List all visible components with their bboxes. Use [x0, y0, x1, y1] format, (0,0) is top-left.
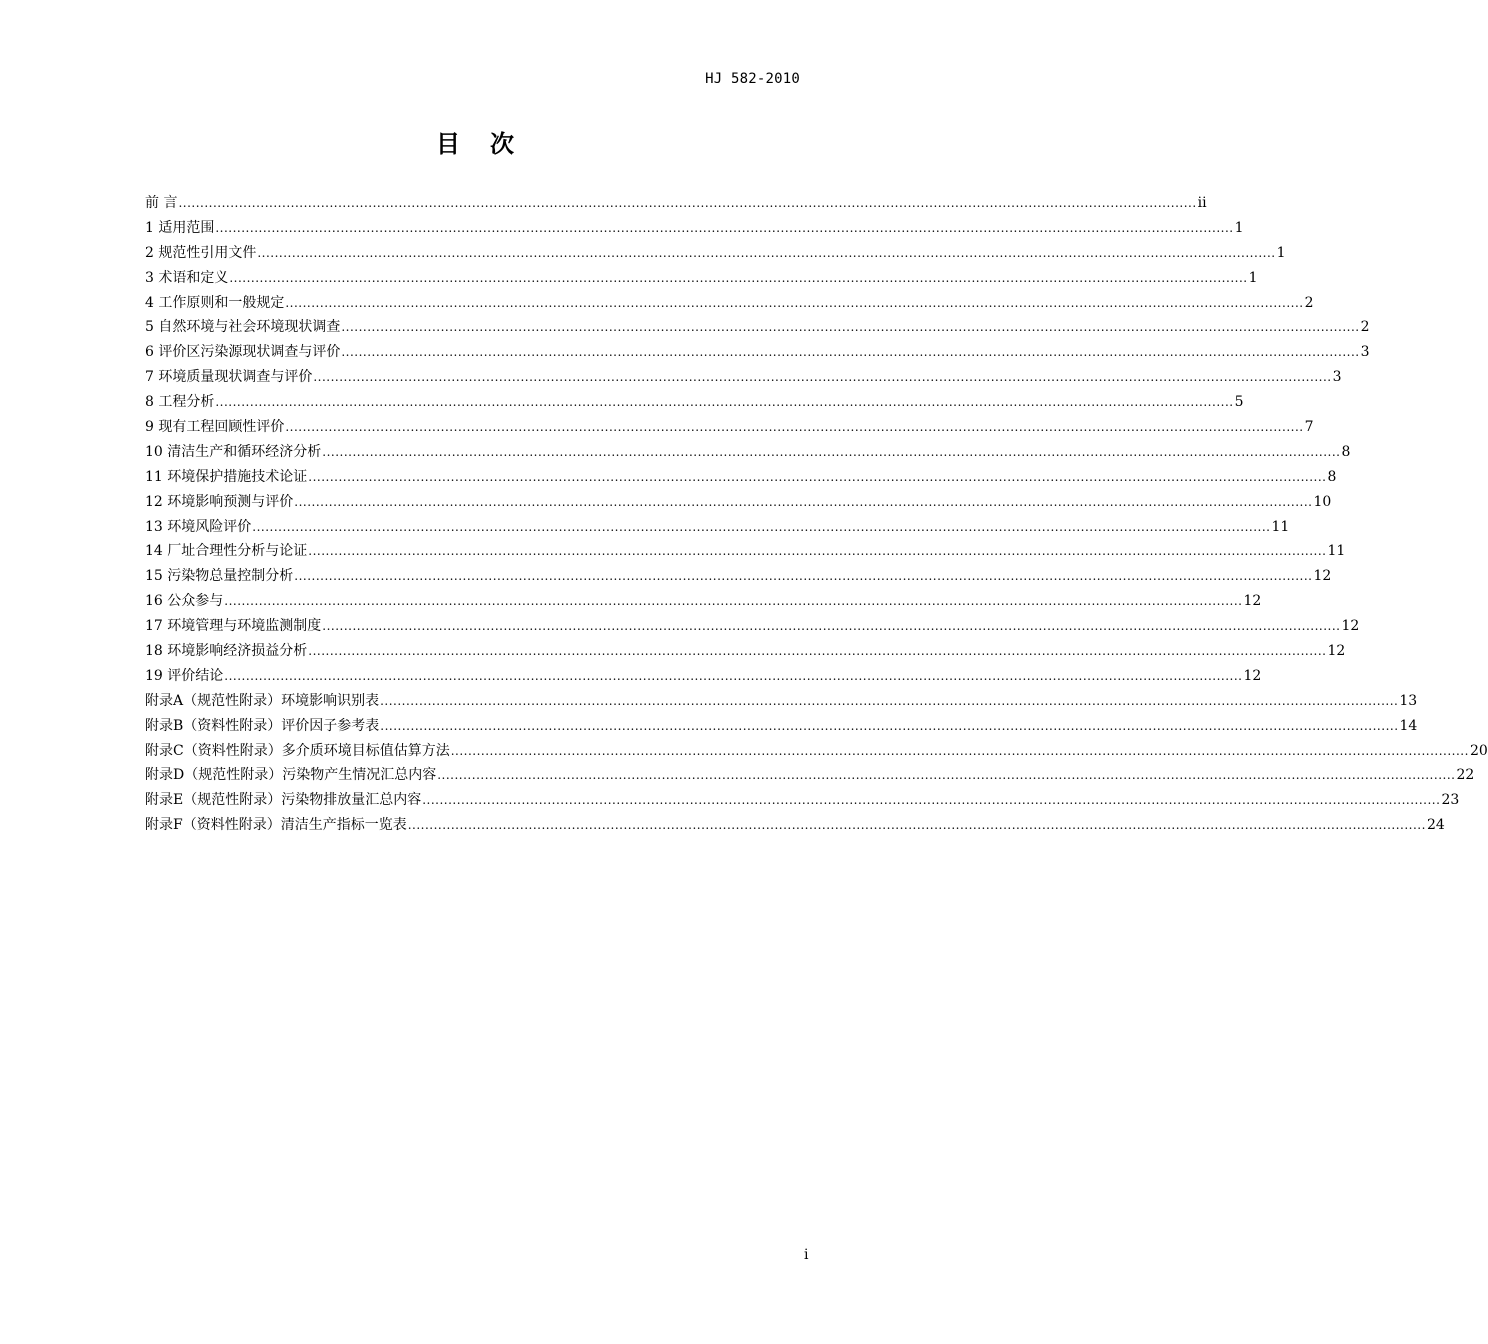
toc-entry[interactable]	[145, 217, 1244, 242]
toc-entry-label: 17 环境管理与环境监测制度	[145, 618, 322, 635]
toc-dot-leader: ............................................................................................................................................................................................................................................	[257, 245, 1276, 260]
toc-dot-leader: ............................................................................................................................................................................................................................................	[224, 668, 1243, 683]
toc-entry-page: 12	[1341, 618, 1360, 635]
toc-dot-leader: ............................................................................................................................................................................................................................................	[380, 718, 1399, 733]
toc-entry-page: 11	[1327, 543, 1346, 560]
toc-dot-leader: ............................................................................................................................................................................................................................................	[341, 345, 1360, 360]
toc-entry-label: 3 术语和定义	[145, 269, 229, 286]
toc-entry[interactable]	[145, 316, 1370, 341]
toc-entry-page: 8	[1327, 468, 1337, 485]
toc-entry-label: 5 自然环境与社会环境现状调查	[145, 319, 341, 336]
toc-entry-label: 2 规范性引用文件	[145, 244, 257, 261]
toc-entry[interactable]	[145, 491, 1332, 516]
toc-entry[interactable]	[145, 441, 1351, 466]
toc-entry-page: 7	[1304, 419, 1314, 436]
toc-dot-leader: ............................................................................................................................................................................................................................................	[285, 295, 1304, 310]
toc-entry-page: 2	[1304, 294, 1314, 311]
toc-entry-label: 附录F（资料性附录）清洁生产指标一览表	[145, 817, 407, 834]
toc-entry-label: 6 评价区污染源现状调查与评价	[145, 344, 341, 361]
toc-entry[interactable]	[145, 292, 1314, 317]
toc-dot-leader: ............................................................................................................................................................................................................................................	[252, 519, 1271, 534]
toc-entry[interactable]	[145, 192, 1207, 217]
toc-dot-leader: ............................................................................................................................................................................................................................................	[422, 793, 1441, 808]
toc-entry-page: 22	[1456, 767, 1475, 784]
toc-entry-label: 16 公众参与	[145, 593, 224, 610]
toc-entry-label: 附录D（规范性附录）污染物产生情况汇总内容	[145, 767, 437, 784]
toc-dot-leader: ............................................................................................................................................................................................................................................	[178, 196, 1197, 210]
toc-entry-page: 20	[1469, 742, 1488, 759]
toc-entry-label: 附录A（规范性附录）环境影响识别表	[145, 692, 380, 709]
toc-entry-page: 12	[1313, 568, 1332, 585]
toc-entry-page: 12	[1243, 667, 1262, 684]
toc-dot-leader: ............................................................................................................................................................................................................................................	[215, 220, 1234, 235]
toc-entry-label: 13 环境风险评价	[145, 518, 252, 535]
toc-dot-leader: ............................................................................................................................................................................................................................................	[308, 644, 1327, 659]
toc-entry-page: 2	[1360, 319, 1370, 336]
toc-dot-leader: ............................................................................................................................................................................................................................................	[224, 594, 1243, 609]
toc-entry-label: 7 环境质量现状调查与评价	[145, 369, 313, 386]
toc-entry[interactable]	[145, 690, 1418, 715]
toc-entry-page: 8	[1341, 443, 1351, 460]
toc-entry-label: 4 工作原则和一般规定	[145, 294, 285, 311]
toc-dot-leader: ............................................................................................................................................................................................................................................	[313, 370, 1332, 385]
toc-dot-leader: ............................................................................................................................................................................................................................................	[407, 818, 1426, 833]
toc-entry-label: 19 评价结论	[145, 667, 224, 684]
toc-entry-label: 18 环境影响经济损益分析	[145, 643, 308, 660]
toc-entry-page: 11	[1271, 518, 1290, 535]
toc-dot-leader: ............................................................................................................................................................................................................................................	[294, 569, 1313, 584]
toc-entry-label: 9 现有工程回顾性评价	[145, 419, 285, 436]
page-title: 目次	[436, 130, 544, 158]
toc-entry-page: ii	[1197, 195, 1207, 211]
toc-dot-leader: ............................................................................................................................................................................................................................................	[285, 420, 1304, 435]
toc-entry[interactable]	[145, 267, 1258, 292]
toc-dot-leader: ............................................................................................................................................................................................................................................	[294, 494, 1313, 509]
toc-entry[interactable]	[145, 466, 1337, 491]
toc-entry[interactable]	[145, 789, 1460, 814]
toc-entry-label: 11 环境保护措施技术论证	[145, 468, 308, 485]
toc-entry-label: 前 言	[145, 195, 178, 211]
toc-dot-leader: ............................................................................................................................................................................................................................................	[215, 395, 1234, 410]
toc-dot-leader: ............................................................................................................................................................................................................................................	[437, 768, 1456, 783]
toc-entry-label: 15 污染物总量控制分析	[145, 568, 294, 585]
toc-entry-label: 附录E（规范性附录）污染物排放量汇总内容	[145, 792, 422, 809]
toc-entry[interactable]	[145, 516, 1290, 541]
toc-entry-page: 3	[1360, 344, 1370, 361]
toc-dot-leader: ............................................................................................................................................................................................................................................	[450, 743, 1469, 758]
toc-entry-page: 12	[1327, 643, 1346, 660]
toc-entry-label: 附录C（资料性附录）多介质环境目标值估算方法	[145, 742, 450, 759]
toc-entry[interactable]	[145, 615, 1360, 640]
toc-entry-page: 1	[1234, 219, 1244, 236]
toc-entry-label: 1 适用范围	[145, 219, 215, 236]
toc-entry[interactable]	[145, 590, 1262, 615]
toc-entry[interactable]	[145, 540, 1346, 565]
toc-dot-leader: ............................................................................................................................................................................................................................................	[308, 544, 1327, 559]
toc-entry[interactable]	[145, 341, 1370, 366]
toc-entry[interactable]	[145, 640, 1346, 665]
toc-entry-page: 14	[1399, 717, 1418, 734]
toc-entry-label: 12 环境影响预测与评价	[145, 493, 294, 510]
toc-entry[interactable]	[145, 366, 1342, 391]
toc-entry[interactable]	[145, 764, 1475, 789]
toc-entry-label: 14 厂址合理性分析与论证	[145, 543, 308, 560]
toc-entry[interactable]	[145, 242, 1286, 267]
document-code: HJ 582-2010	[705, 71, 800, 87]
toc-entry[interactable]	[145, 391, 1244, 416]
toc-entry-page: 10	[1313, 493, 1332, 510]
toc-dot-leader: ............................................................................................................................................................................................................................................	[322, 619, 1341, 634]
toc-entry-label: 8 工程分析	[145, 394, 215, 411]
page-number: i	[804, 1247, 809, 1263]
toc-entry[interactable]	[145, 416, 1314, 441]
toc-entry-label: 10 清洁生产和循环经济分析	[145, 443, 322, 460]
toc-dot-leader: ............................................................................................................................................................................................................................................	[229, 270, 1248, 285]
table-of-contents	[145, 192, 1488, 839]
toc-entry[interactable]	[145, 814, 1445, 839]
toc-entry-page: 13	[1399, 692, 1418, 709]
toc-entry-page: 24	[1426, 817, 1445, 834]
toc-entry[interactable]	[145, 740, 1488, 765]
toc-entry-label: 附录B（资料性附录）评价因子参考表	[145, 717, 380, 734]
toc-dot-leader: ............................................................................................................................................................................................................................................	[322, 444, 1341, 459]
toc-dot-leader: ............................................................................................................................................................................................................................................	[380, 693, 1399, 708]
toc-entry[interactable]	[145, 715, 1418, 740]
toc-dot-leader: ............................................................................................................................................................................................................................................	[341, 320, 1360, 335]
toc-entry-page: 23	[1441, 792, 1460, 809]
toc-entry-page: 3	[1332, 369, 1342, 386]
toc-entry-page: 1	[1276, 244, 1286, 261]
toc-entry[interactable]	[145, 565, 1332, 590]
toc-entry[interactable]	[145, 665, 1262, 690]
toc-entry-page: 1	[1248, 269, 1258, 286]
toc-entry-page: 12	[1243, 593, 1262, 610]
toc-dot-leader: ............................................................................................................................................................................................................................................	[308, 469, 1327, 484]
toc-entry-page: 5	[1234, 394, 1244, 411]
